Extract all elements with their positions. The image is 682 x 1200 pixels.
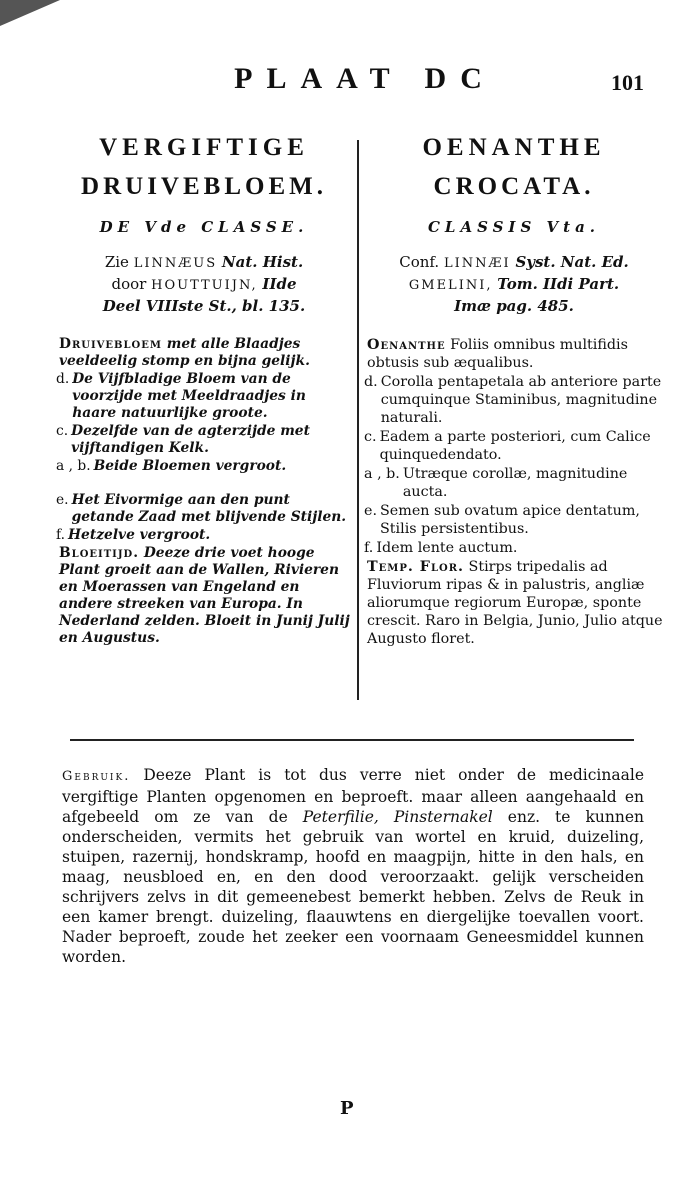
dutch-reference bbox=[56, 252, 352, 316]
dutch-classis: DE Vde CLASSE. bbox=[99, 218, 309, 236]
page-corner-shadow bbox=[0, 0, 60, 26]
list-item: Druivebloem met alle Blaadjes veeldeelig stomp en bijna gelijk. bbox=[59, 336, 310, 369]
latin-title-line1: OENANTHE bbox=[422, 134, 606, 161]
latin-title-line2: CROCATA. bbox=[433, 173, 595, 200]
horizontal-rule bbox=[70, 739, 634, 741]
dutch-entries bbox=[56, 336, 352, 647]
usage-italic: Peterfilie, Pinsternakel bbox=[302, 808, 493, 826]
ref-author2: GMELINI, bbox=[408, 278, 493, 293]
spacer bbox=[56, 476, 352, 492]
ref-part: IIde bbox=[262, 275, 297, 293]
list-item: f. Hetzelve vergroot. bbox=[56, 527, 211, 543]
column-divider bbox=[357, 140, 359, 700]
usage-lead: Gebruik. bbox=[62, 769, 131, 784]
ref-author: LINNÆI bbox=[443, 256, 511, 271]
latin-column bbox=[364, 130, 664, 649]
list-item: Temp. Flor. Stirps tripedalis ad Fluviorum ripas & in palustris, angliæ aliorumque regiorum Europæ, sponte crescit. Raro in Belgia, Junio, Julio atque Augusto floret. bbox=[367, 559, 663, 647]
usage-paragraph: Gebruik. Deeze Plant is tot dus verre niet onder de medicinaale vergiftige Planten opgenomen en beproeft. maar alleen aangehaald en afgebeeld om ze van de Peterfilie, Pinsternakel enz. te kunnen onderscheiden, vermits het gebruik van wortel en kruid, duizeling, stuipen, razernij, hondskramp, hoofd en maagpijn, hitte in den hals, en maag, neusbloed en, en den dood veroorzaakt. gelijk verscheiden schrijvers zelvs in dit gemeenebest bemerkt hebben. Zelvs de Reuk in een kamer brengt. duizeling, flaauwtens en diergelijke toevallen voort. Nader beproeft, zoude het zeeker een voornaam Geneesmiddel kunnen worden. bbox=[62, 766, 644, 966]
list-item: e. Het Eivormige aan den punt getande Zaad met blijvende Stijlen. bbox=[56, 492, 347, 525]
list-item: c. Eadem a parte posteriori, cum Calice quinquedendato. bbox=[364, 429, 651, 463]
plate-title: PLAAT DC bbox=[234, 62, 496, 95]
list-item: a , b. Beide Bloemen vergroot. bbox=[56, 458, 287, 474]
ref-line2-pre: door bbox=[111, 275, 147, 293]
list-item: c. Dezelfde van de agterzijde met vijftandigen Kelk. bbox=[56, 423, 310, 456]
ref-work: Nat. Hist. bbox=[221, 253, 304, 271]
ref-prefix: Conf. bbox=[399, 253, 440, 271]
ref-line3: Imæ pag. 485. bbox=[454, 297, 574, 315]
page-number: 101 bbox=[611, 70, 644, 95]
list-item: e. Semen sub ovatum apice dentatum, Stilis persistentibus. bbox=[364, 503, 640, 537]
dutch-title-line2: DRUIVEBLOEM. bbox=[81, 173, 327, 200]
ref-part: Tom. IIdi Part. bbox=[497, 275, 620, 293]
dutch-column bbox=[56, 130, 352, 648]
latin-entries bbox=[364, 336, 664, 648]
ref-author2: HOUTTUIJN, bbox=[151, 278, 258, 293]
list-item: a , b. Utræque corollæ, magnitudine aucta. bbox=[364, 466, 628, 500]
list-item: d. Corolla pentapetala ab anteriore parte cumquinque Staminibus, magnitudine naturali. bbox=[364, 374, 662, 426]
list-item: d. De Vijfbladige Bloem van de voorzijde met Meeldraadjes in haare natuurlijke groote. bbox=[56, 371, 306, 421]
latin-classis: CLASSIS Vta. bbox=[427, 218, 601, 236]
ref-line3: Deel VIIIste St., bl. 135. bbox=[102, 297, 306, 315]
ref-author: LINNÆUS bbox=[133, 256, 218, 271]
list-item: f. Idem lente auctum. bbox=[364, 540, 518, 556]
latin-reference bbox=[364, 252, 664, 316]
list-item: Oenanthe Foliis omnibus multifidis obtusis sub æqualibus. bbox=[367, 337, 628, 371]
signature-mark: P bbox=[340, 1098, 354, 1119]
list-item: Bloeitijd. Deeze drie voet hooge Plant groeit aan de Wallen, Rivieren en Moerassen van Engeland en andere streeken van Europa. In Nederland zelden. Bloeit in Junij Julij en Augustus. bbox=[59, 545, 350, 646]
ref-work: Syst. Nat. Ed. bbox=[515, 253, 629, 271]
ref-prefix: Zie bbox=[104, 253, 129, 271]
dutch-title-line1: VERGIFTIGE bbox=[99, 134, 309, 161]
